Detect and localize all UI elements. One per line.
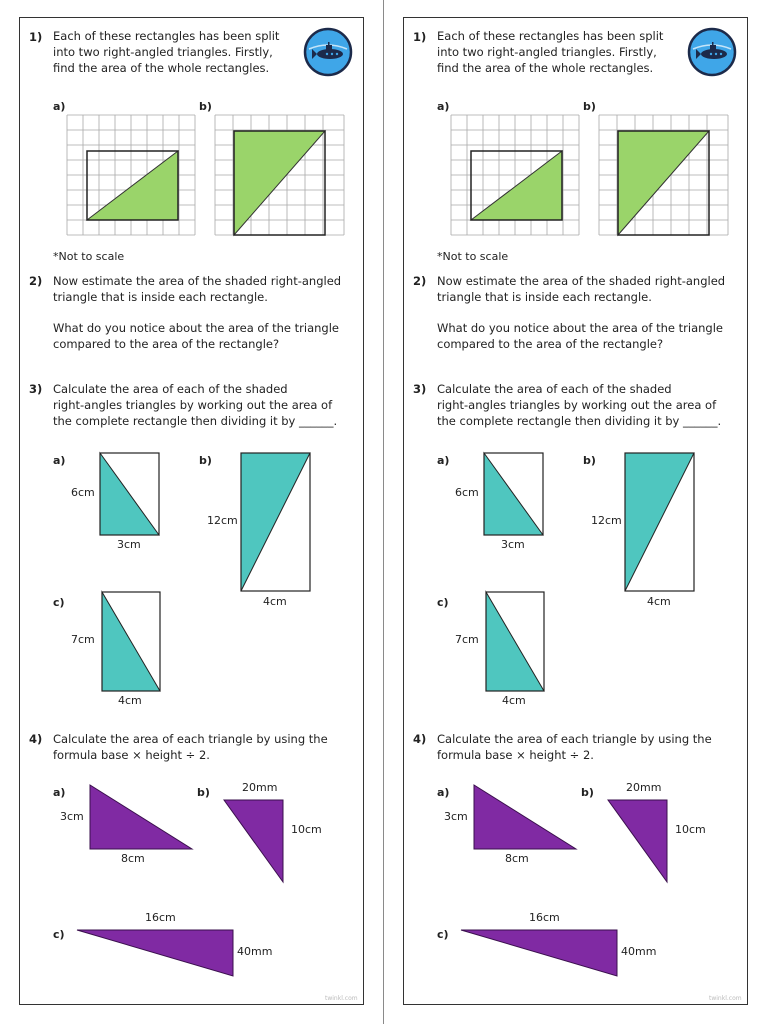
q4a-height-label: 3cm [60, 810, 84, 823]
q4b-side-label: 10cm [675, 823, 706, 836]
q3-text [437, 381, 721, 429]
worksheet-panel-right [403, 17, 748, 1005]
q3-line: Calculate the area of each of the shaded [437, 382, 672, 396]
q2-line: triangle that is inside each rectangle. [437, 290, 652, 304]
q2-line: Now estimate the area of the shaded right-angled [53, 274, 342, 288]
q1-text [437, 28, 663, 76]
q3-triangle-a [99, 452, 160, 536]
q4-number: 4) [413, 732, 427, 746]
q2-text [437, 273, 725, 305]
grid-diagram-b [599, 115, 728, 235]
not-to-scale-note: *Not to scale [437, 250, 509, 263]
q3c-height-label: 7cm [71, 633, 95, 646]
q4c-top-label: 16cm [145, 911, 176, 924]
q3c-height-label: 7cm [455, 633, 479, 646]
q3-label-c: c) [53, 596, 65, 609]
q4-text [437, 731, 712, 763]
q4c-side-label: 40mm [621, 945, 657, 958]
q2-line: compared to the area of the rectangle? [53, 337, 280, 351]
q4-triangle-b [223, 799, 284, 883]
q4b-side-label: 10cm [291, 823, 322, 836]
q4-label-a: a) [53, 786, 66, 799]
q3-triangle-b [240, 452, 311, 592]
q4-triangle-a [89, 784, 193, 850]
q2-text-2 [53, 320, 339, 352]
q1-label-b: b) [199, 100, 212, 113]
q3-number: 3) [29, 382, 43, 396]
q2-line: What do you notice about the area of the triangle [53, 321, 340, 335]
q3c-base-label: 4cm [502, 694, 526, 707]
grid-diagram-a [67, 115, 195, 235]
q3-line: the complete rectangle then dividing it by ______. [437, 414, 722, 428]
q3-triangle-c [101, 591, 161, 692]
q3-label-b: b) [199, 454, 212, 467]
q3-line: the complete rectangle then dividing it by ______. [53, 414, 338, 428]
q1-number: 1) [29, 30, 43, 44]
q3b-base-label: 4cm [263, 595, 287, 608]
q3-line: Calculate the area of each of the shaded [53, 382, 288, 396]
q3-label-a: a) [437, 454, 450, 467]
q4-text [53, 731, 328, 763]
q3-line: right-angles triangles by working out the area of [53, 398, 333, 412]
q1-line: Each of these rectangles has been split [437, 29, 664, 43]
q2-text [53, 273, 341, 305]
page-divider [383, 0, 384, 1024]
q3-triangle-b [624, 452, 695, 592]
q3a-base-label: 3cm [501, 538, 525, 551]
q3-label-b: b) [583, 454, 596, 467]
q4-triangle-b [607, 799, 668, 883]
q3b-height-label: 12cm [207, 514, 238, 527]
q4a-base-label: 8cm [505, 852, 529, 865]
q3a-height-label: 6cm [71, 486, 95, 499]
q4-line: Calculate the area of each triangle by using the [53, 732, 328, 746]
q1-line: into two right-angled triangles. Firstly, [437, 45, 657, 59]
q1-line: find the area of the whole rectangles. [53, 61, 270, 75]
q3-line: right-angles triangles by working out the area of [437, 398, 717, 412]
q4-triangle-a [473, 784, 577, 850]
grid-diagram-a [451, 115, 579, 235]
q1-line: into two right-angled triangles. Firstly, [53, 45, 273, 59]
q4b-top-label: 20mm [626, 781, 662, 794]
worksheet-panel-left [19, 17, 364, 1005]
grid-diagram-b [215, 115, 344, 235]
q4-label-b: b) [581, 786, 594, 799]
q1-label-a: a) [437, 100, 450, 113]
q1-number: 1) [413, 30, 427, 44]
q3-triangle-a [483, 452, 544, 536]
q4-label-c: c) [53, 928, 65, 941]
submarine-icon [303, 27, 353, 77]
q4-line: formula base × height ÷ 2. [53, 748, 210, 762]
q4-triangle-c [460, 929, 618, 977]
q2-number: 2) [29, 274, 43, 288]
q1-text [53, 28, 279, 76]
q3-number: 3) [413, 382, 427, 396]
q2-line: Now estimate the area of the shaded right-angled [437, 274, 726, 288]
q4c-side-label: 40mm [237, 945, 273, 958]
footer-credit: twinkl.com [325, 995, 358, 1002]
q3-label-a: a) [53, 454, 66, 467]
q4c-top-label: 16cm [529, 911, 560, 924]
q3c-base-label: 4cm [118, 694, 142, 707]
not-to-scale-note: *Not to scale [53, 250, 125, 263]
submarine-icon [687, 27, 737, 77]
q3a-height-label: 6cm [455, 486, 479, 499]
q3a-base-label: 3cm [117, 538, 141, 551]
q1-label-a: a) [53, 100, 66, 113]
q3-text [53, 381, 337, 429]
q4a-height-label: 3cm [444, 810, 468, 823]
q3b-base-label: 4cm [647, 595, 671, 608]
q4-label-c: c) [437, 928, 449, 941]
q3-triangle-c [485, 591, 545, 692]
q1-line: Each of these rectangles has been split [53, 29, 280, 43]
footer-credit: twinkl.com [709, 995, 742, 1002]
q2-number: 2) [413, 274, 427, 288]
q4-label-b: b) [197, 786, 210, 799]
q4-line: Calculate the area of each triangle by using the [437, 732, 712, 746]
q2-line: triangle that is inside each rectangle. [53, 290, 268, 304]
q4-number: 4) [29, 732, 43, 746]
q4-triangle-c [76, 929, 234, 977]
q1-label-b: b) [583, 100, 596, 113]
q3-label-c: c) [437, 596, 449, 609]
q3b-height-label: 12cm [591, 514, 622, 527]
q4a-base-label: 8cm [121, 852, 145, 865]
q2-line: compared to the area of the rectangle? [437, 337, 664, 351]
q4-label-a: a) [437, 786, 450, 799]
q4-line: formula base × height ÷ 2. [437, 748, 594, 762]
q4b-top-label: 20mm [242, 781, 278, 794]
q1-line: find the area of the whole rectangles. [437, 61, 654, 75]
q2-line: What do you notice about the area of the triangle [437, 321, 724, 335]
q2-text-2 [437, 320, 723, 352]
